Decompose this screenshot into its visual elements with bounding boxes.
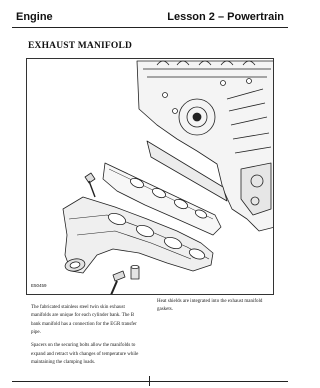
footer-divider: [12, 381, 288, 382]
technical-illustration: [27, 59, 274, 295]
paragraph-heat-shields: Heat shields are integrated into the exhaust manifold gaskets.: [157, 299, 263, 313]
paragraph-manifold-description: The fabricated stainless steel twin skin exhaust manifolds are unique for each cylinder bank. The B bank manifold has a connection for the EGR transfer pipe.: [31, 305, 137, 336]
body-right-column: [157, 298, 267, 319]
figure-reference-code: E50459: [31, 283, 47, 288]
figure-exhaust-manifold: [26, 58, 274, 295]
paragraph-spacers: Spacers on the securing bolts allow the manifolds to expand and retract with changes of temperature while maintaining the clamping loads.: [31, 343, 139, 365]
bolt-illustration-top: [85, 173, 95, 197]
section-title: EXHAUST MANIFOLD: [28, 41, 133, 51]
bolt-illustration: [111, 271, 125, 295]
header-chapter: Engine: [16, 11, 53, 23]
body-left-column: [31, 304, 141, 372]
spacer-illustration: [131, 265, 139, 279]
header-divider: [12, 27, 288, 28]
page-header: [12, 11, 288, 23]
header-lesson: Lesson 2 – Powertrain: [167, 11, 284, 23]
